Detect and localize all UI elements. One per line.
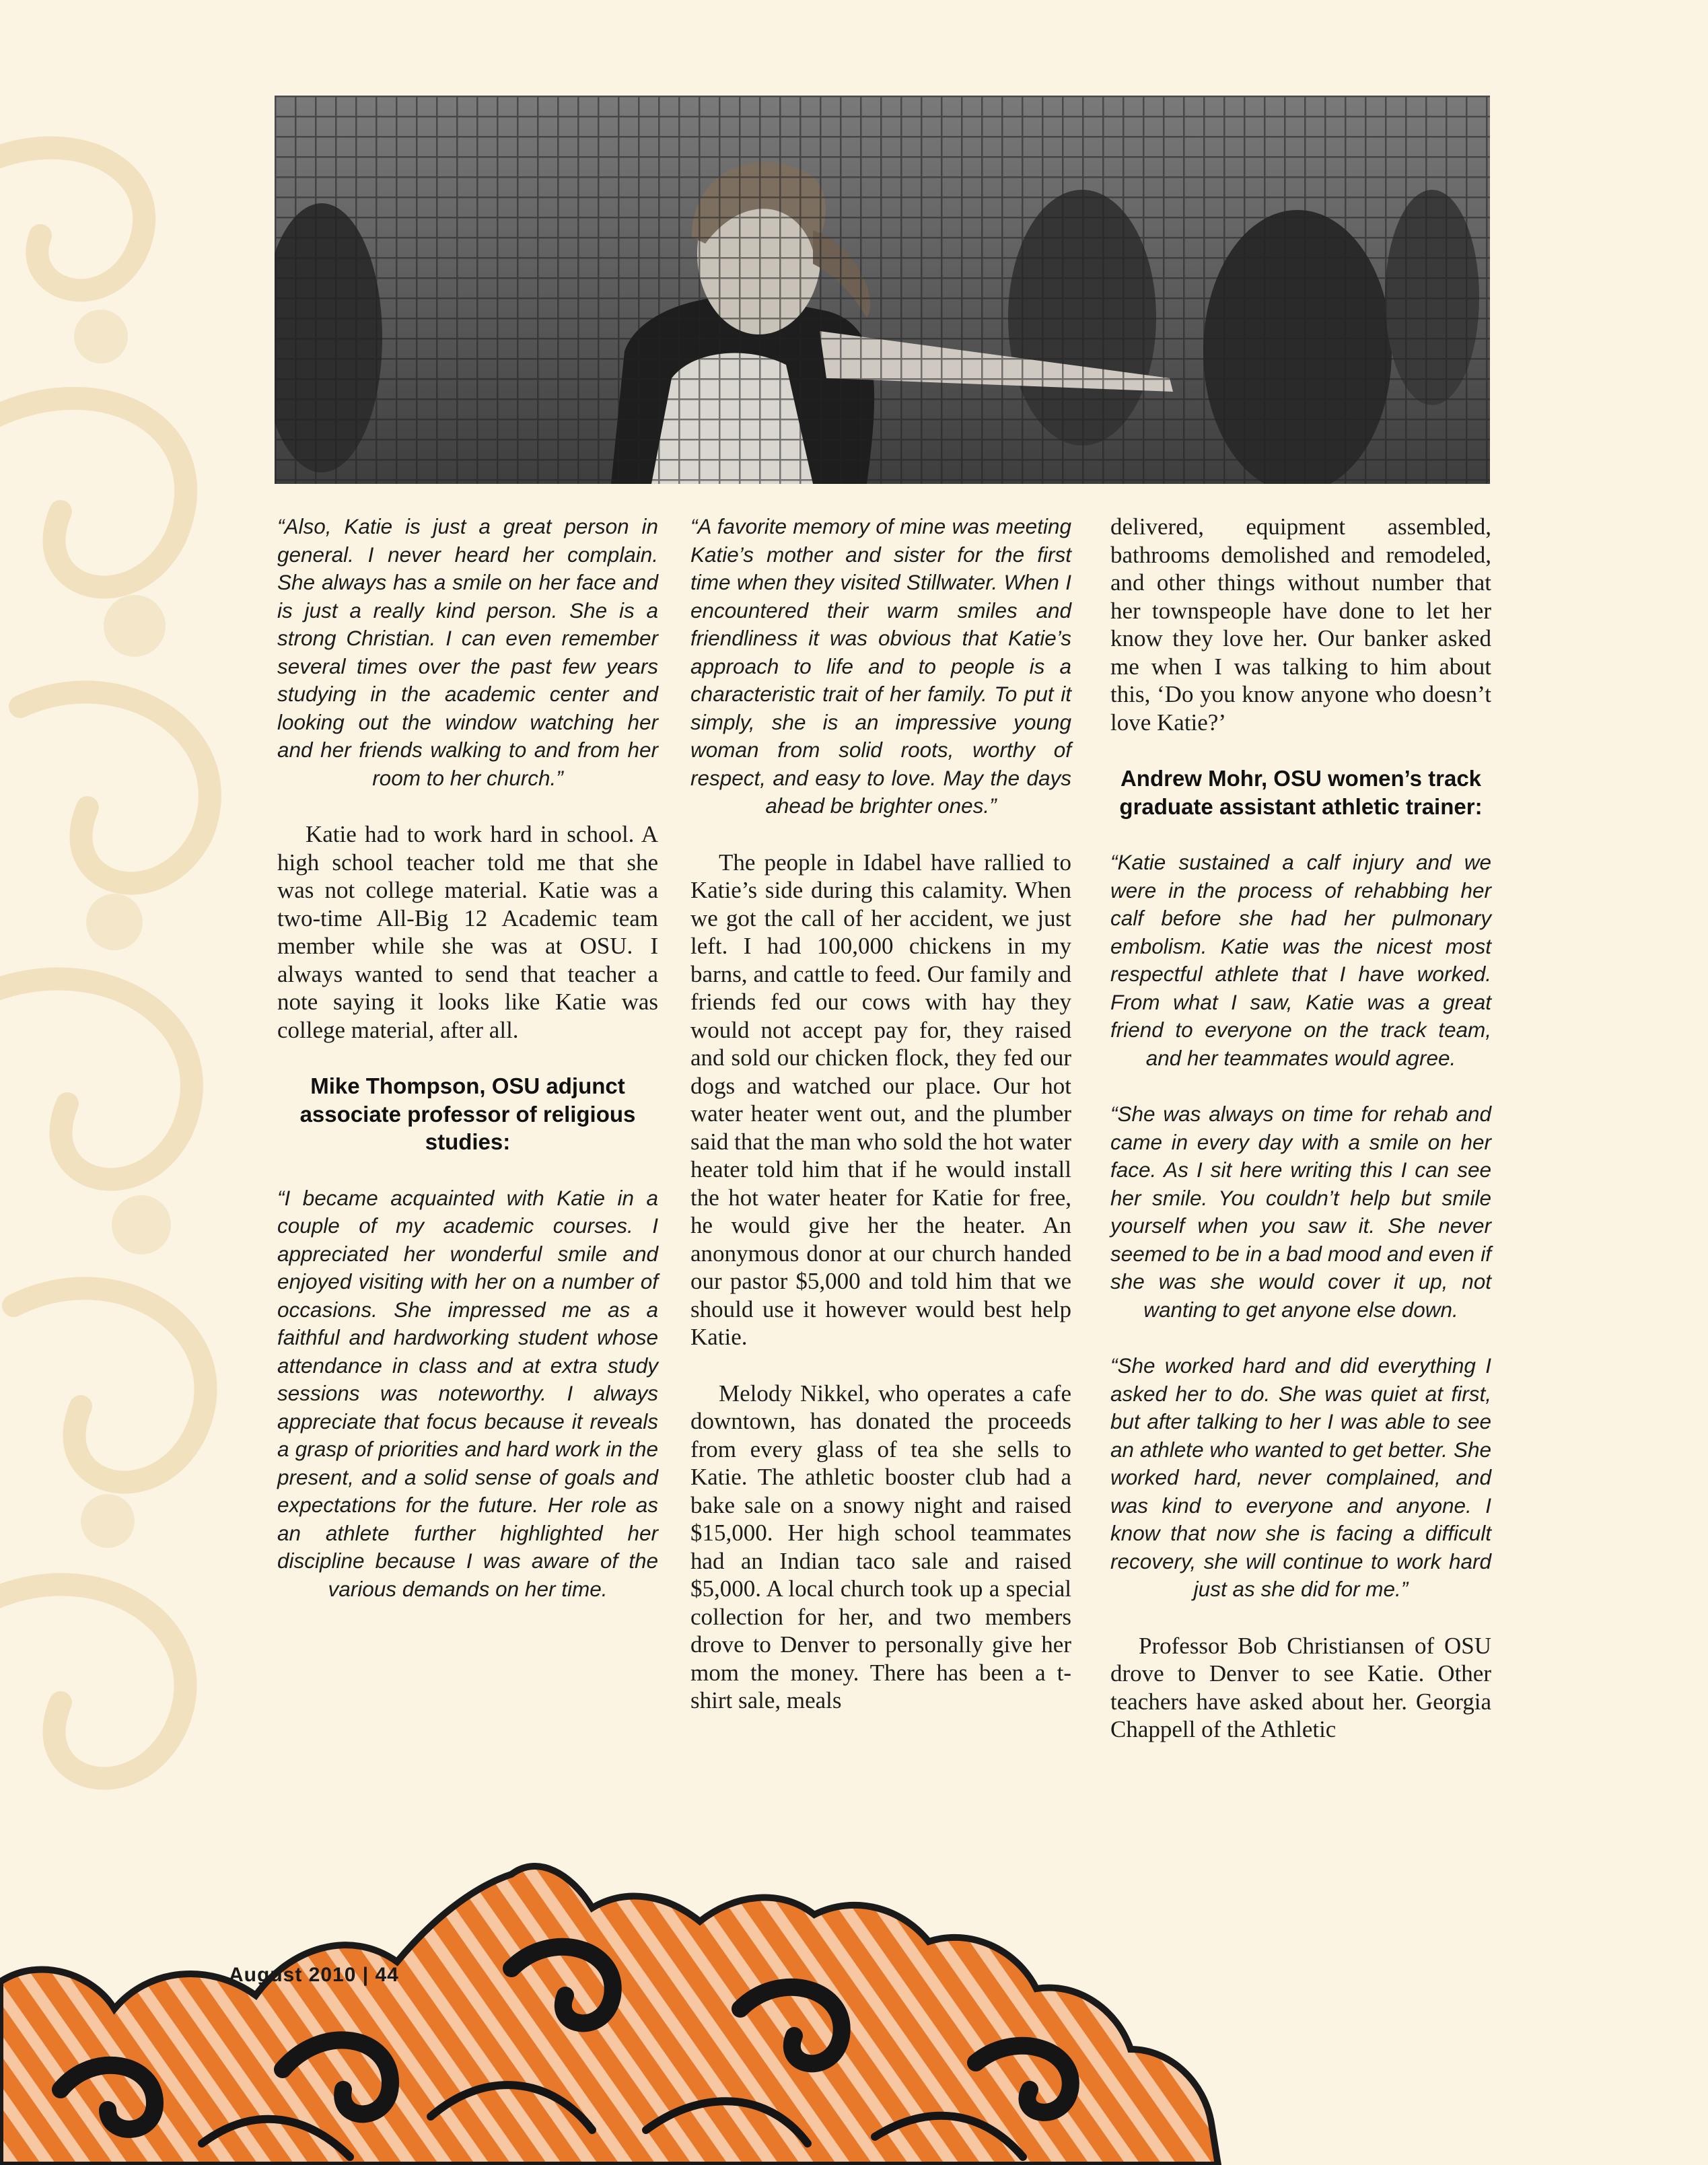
speaker-heading: Mike Thompson, OSU adjunct associate professor of religious studies:	[299, 1073, 636, 1154]
orange-ornament-footer	[0, 1847, 1708, 2165]
quote-paragraph: “Katie sustained a calf injury and we were in the process of rehabbing her calf before she had her pulmonary embolism. Katie was the nicest most respectful athlete that I have worked. From what I saw, Katie was a great friend to everyone on the track team, and her teammates would agree.	[1110, 850, 1491, 1070]
quote-paragraph: “She was always on time for rehab and came in every day with a smile on her face. As I sit here writing this I can see her smile. You couldn’t help but smile yourself when you saw it. She never seemed to be in a bad mood and even if she was she would cover it up, not wanting to get anyone else down.	[1110, 1102, 1491, 1322]
quote-paragraph: “She worked hard and did everything I asked her to do. She was quiet at first, but after talking to her I was able to see an athlete who wanted to get better. She worked hard, never complained, and was kind to everyone and anyone. I know that now she is facing a difficult recovery, she will continue to work hard just as she did for me.”	[1110, 1353, 1491, 1601]
text-column-3	[1110, 513, 1491, 1744]
text-column-2	[690, 513, 1071, 1715]
speaker-heading: Andrew Mohr, OSU women’s track graduate assistant athletic trainer:	[1119, 766, 1483, 819]
body-paragraph: delivered, equipment assembled, bathrooms demolished and remodeled, and other things without number that her townspeople have done to let her know they love her. Our banker asked me when I was talking to him about this, ‘Do you know anyone who doesn’t love Katie?’	[1110, 513, 1491, 736]
body-paragraph: Professor Bob Christiansen of OSU drove to Denver to see Katie. Other teachers have asked about her. Georgia Chappell of the Athletic	[1110, 1632, 1491, 1742]
athlete-photo	[275, 96, 1490, 484]
body-paragraph: Katie had to work hard in school. A high school teacher told me that she was not college material. Katie was a two-time All-Big 12 Academic team member while she was at OSU. I always wanted to send that teacher a note saying it looks like Katie was college material, after all.	[277, 821, 658, 1043]
body-paragraph: Melody Nikkel, who operates a cafe downtown, has donated the proceeds from every glass of tea she sells to Katie. The athletic booster club had a bake sale on a snowy night and raised $15,000. Her high school teammates had an Indian taco sale and raised $5,000. A local church took up a special collection for her, and two members drove to Denver to personally give her mom the money. There has been a t-shirt sale, meals	[690, 1380, 1071, 1713]
quote-paragraph: “I became acquainted with Katie in a couple of my academic courses. I appreciated her wonderful smile and enjoyed visiting with her on a number of occasions. She impressed me as a faithful and hardworking student whose attendance in class and at extra study sessions was noteworthy. I always appreciate that focus because it reveals a grasp of priorities and hard work in the present, and a solid sense of goals and expectations for the future. Her role as an athlete further highlighted her discipline because I was aware of the various demands on her time.	[277, 1185, 658, 1601]
quote-paragraph: “Also, Katie is just a great person in general. I never heard her complain. She always has a smile on her face and is just a really kind person. She is a strong Christian. I can even remember several times over the past few years studying in the academic center and looking out the window watching her and her friends walking to and from her room to her church.”	[277, 514, 658, 790]
text-column-1	[277, 513, 658, 1603]
body-paragraph: The people in Idabel have rallied to Katie’s side during this calamity. When we got the call of her accident, we just left. I had 100,000 chickens in my barns, and cattle to feed. Our family and friends fed our cows with hay they would not accept pay for, they raised and sold our chicken flock, they fed our dogs and watched our place. Our hot water heater went out, and the plumber said that the man who sold the hot water heater told him that if he would install the hot water heater for Katie for free, he would give her the heater. An anonymous donor at our church handed our pastor $5,000 and told him that we should use it however would best help Katie.	[690, 849, 1071, 1350]
page-folio: August 2010 | 44	[229, 1964, 399, 1986]
quote-paragraph: “A favorite memory of mine was meeting Katie’s mother and sister for the first time when they visited Stillwater. When I encountered their warm smiles and friendliness it was obvious that Katie’s approach to life and to people is a characteristic trait of her family. To put it simply, she is an impressive young woman from solid roots, worthy of respect, and easy to love. May the days ahead be brighter ones.”	[690, 514, 1071, 818]
